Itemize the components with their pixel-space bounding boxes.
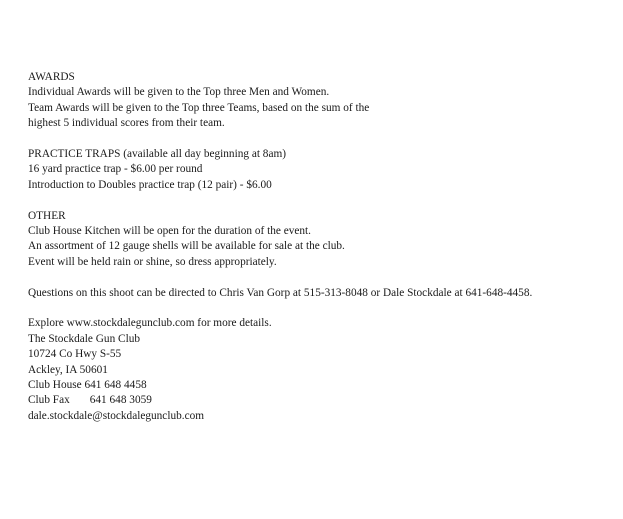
practice-line: 16 yard practice trap - $6.00 per round [28,163,203,176]
awards-line: Team Awards will be given to the Top three Teams, based on the sum of the [28,101,370,114]
awards-heading: AWARDS [28,71,75,83]
other-heading: OTHER [28,209,66,222]
section-spacer [28,270,618,285]
section-spacer [28,132,618,147]
other-line: Club House Kitchen will be open for the duration of the event. [28,225,311,238]
practice-line: Introduction to Doubles practice trap (12 pair) - $6.00 [28,178,272,191]
club-fax-line [28,393,618,408]
clubhouse-phone: Club House 641 648 4458 [28,379,147,392]
contact-section [28,316,618,424]
questions-text: Questions on this shoot can be directed to Chris Van Gorp at 515-313-8048 or Dale Stockdale at 641-648-4458. [28,286,533,299]
city-state-zip: Ackley, IA 50601 [28,363,108,376]
fax-label: Club Fax [28,394,70,407]
awards-line: highest 5 individual scores from their team. [28,117,225,130]
awards-section [28,70,618,132]
club-name: The Stockdale Gun Club [28,332,141,345]
section-spacer [28,301,618,316]
practice-heading: PRACTICE TRAPS [28,148,121,161]
other-line: An assortment of 12 gauge shells will be available for sale at the club. [28,240,345,253]
practice-heading-note: (available all day beginning at 8am) [120,148,287,161]
other-section [28,209,618,271]
fax-number: 641 648 3059 [89,394,152,407]
practice-heading-line [28,147,618,162]
event-info-document [28,70,618,424]
contact-email: dale.stockdale@stockdalegunclub.com [28,409,205,422]
street-address: 10724 Co Hwy S-55 [28,348,122,361]
explore-website-text: Explore www.stockdalegunclub.com for more details. [28,317,272,330]
practice-traps-section [28,147,618,193]
other-line: Event will be held rain or shine, so dress appropriately. [28,255,277,268]
section-spacer [28,193,618,208]
awards-line: Individual Awards will be given to the Top three Men and Women. [28,86,330,99]
questions-section [28,286,618,301]
